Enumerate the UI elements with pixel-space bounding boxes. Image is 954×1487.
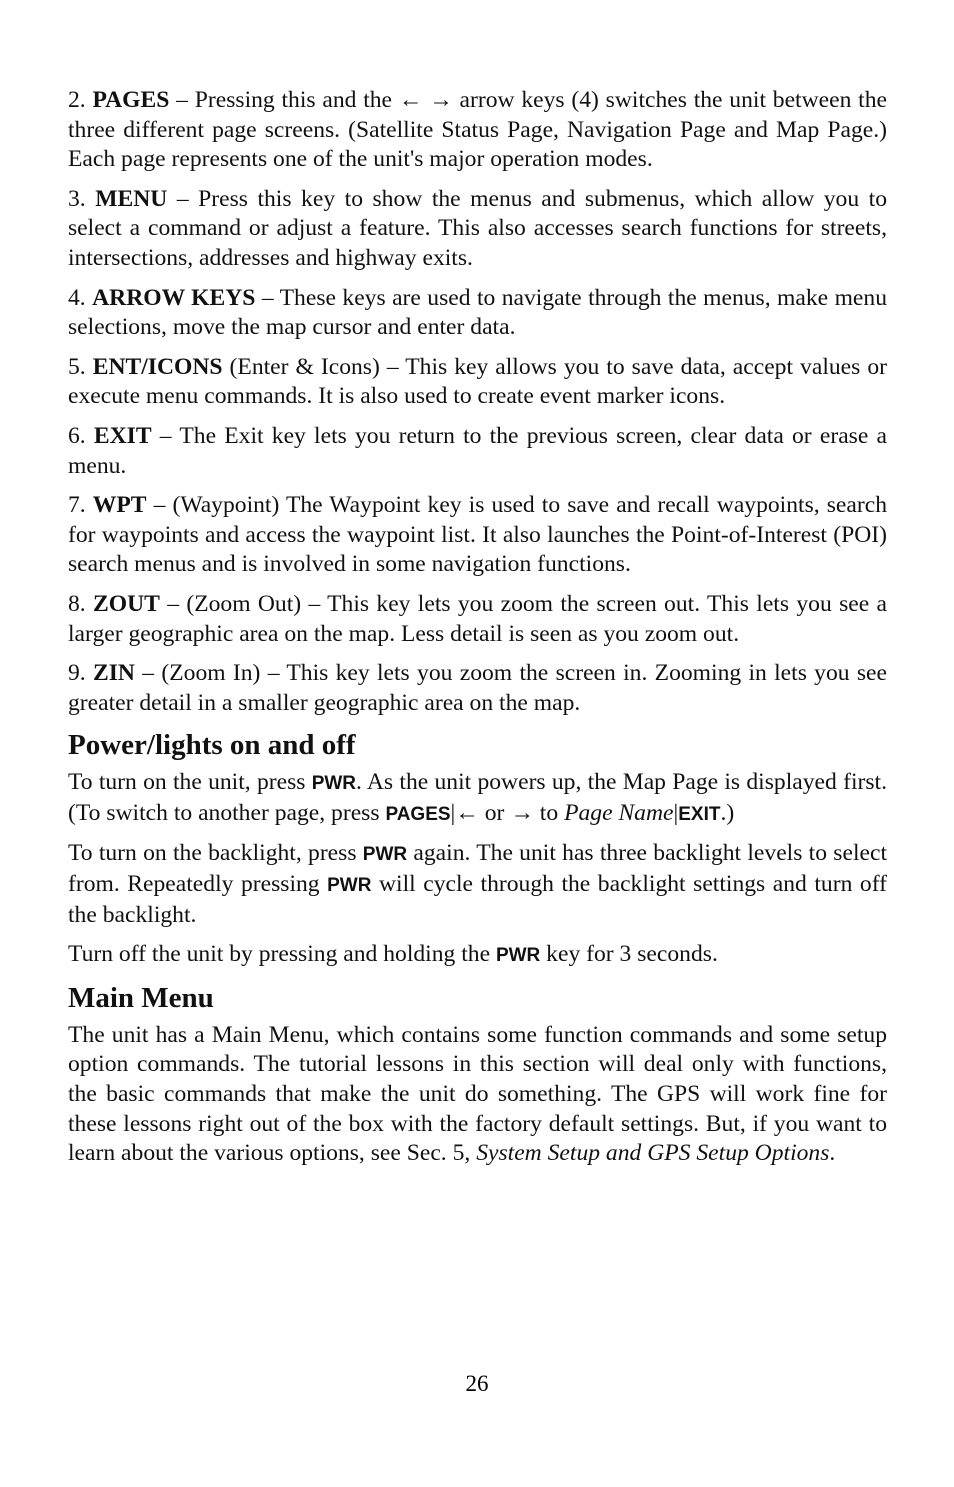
key-item-wpt: 7. WPT – (Waypoint) The Waypoint key is used to save and recall waypoints, search for waypoints and access the waypoint list. It also launches the Point-of-Interest (POI) search menus and is involved in some navigation functions. — [68, 492, 887, 578]
power-paragraph-1: To turn on the unit, press PWR. As the unit powers up, the Map Page is displayed first. (To switch to another page, press PAGES|← or → to Page Name|EXIT.) — [68, 769, 887, 826]
key-item-zin: 9. ZIN – (Zoom In) – This key lets you zoom the screen in. Zooming in lets you see greater detail in a smaller geographic area on the map. — [68, 660, 888, 716]
key-name: ENT/ICONS — [92, 353, 223, 380]
pwr-key: PWR — [362, 844, 408, 866]
key-item-exit: 6. EXIT – The Exit key lets you return to the previous screen, clear data or erase a menu. — [68, 422, 887, 479]
power-paragraph-3: Turn off the unit by pressing and holding the PWR key for 3 seconds. — [68, 941, 718, 968]
key-item-menu: 3. MENU – Press this key to show the menus and submenus, which allow you to select a command or adjust a feature. This also accesses search functions for streets, intersections, addresses and highway exits. — [68, 185, 887, 271]
key-name: MENU — [95, 185, 168, 212]
key-name: ZOUT — [93, 590, 160, 617]
pwr-key: PWR — [311, 773, 357, 795]
key-name: WPT — [92, 492, 147, 519]
exit-key: EXIT — [678, 803, 721, 825]
key-name: PAGES — [92, 87, 170, 113]
key-item-zout: 8. ZOUT – (Zoom Out) – This key lets you zoom the screen out. This lets you see a larger geographic area on the map. Less detail is seen as you zoom out. — [68, 590, 887, 647]
power-paragraph-2: To turn on the backlight, press PWR again. The unit has three backlight levels to select from. Repeatedly pressing PWR will cycle through the backlight settings and turn off the backlight. — [68, 840, 888, 928]
key-item-arrow-keys: 4. ARROW KEYS – These keys are used to navigate through the menus, make menu selections, move the map cursor and enter data. — [68, 284, 887, 341]
key-name: ARROW KEYS — [92, 284, 256, 311]
key-name: ZIN — [93, 660, 135, 687]
section-heading-main-menu: Main Menu — [68, 981, 214, 1014]
pages-key: PAGES — [385, 803, 451, 825]
key-name: EXIT — [93, 422, 152, 449]
pwr-key: PWR — [495, 945, 541, 967]
key-item-ent-icons: 5. ENT/ICONS (Enter & Icons) – This key allows you to save data, accept values or execute menu commands. It is also used to create event marker icons. — [68, 353, 887, 410]
pwr-key: PWR — [327, 875, 372, 897]
page-number: 26 — [465, 1371, 489, 1396]
key-item-pages: 2. PAGES – Pressing this and the ← → arrow keys (4) switches the unit between the three different page screens. (Satellite Status Page, Navigation Page and Map Page.) Each page represents one of the unit's major operation modes. — [68, 87, 887, 173]
document-page — [68, 86, 887, 1179]
main-menu-paragraph: The unit has a Main Menu, which contains some function commands and some setup option commands. The tutorial lessons in this section will deal only with functions, the basic commands that make the unit do something. The GPS will work fine for these lessons right out of the box with the factory default settings. But, if you want to learn about the various options, see Sec. 5, System Setup and GPS Setup Options. — [68, 1021, 887, 1167]
section-heading-power: Power/lights on and off — [68, 729, 356, 762]
